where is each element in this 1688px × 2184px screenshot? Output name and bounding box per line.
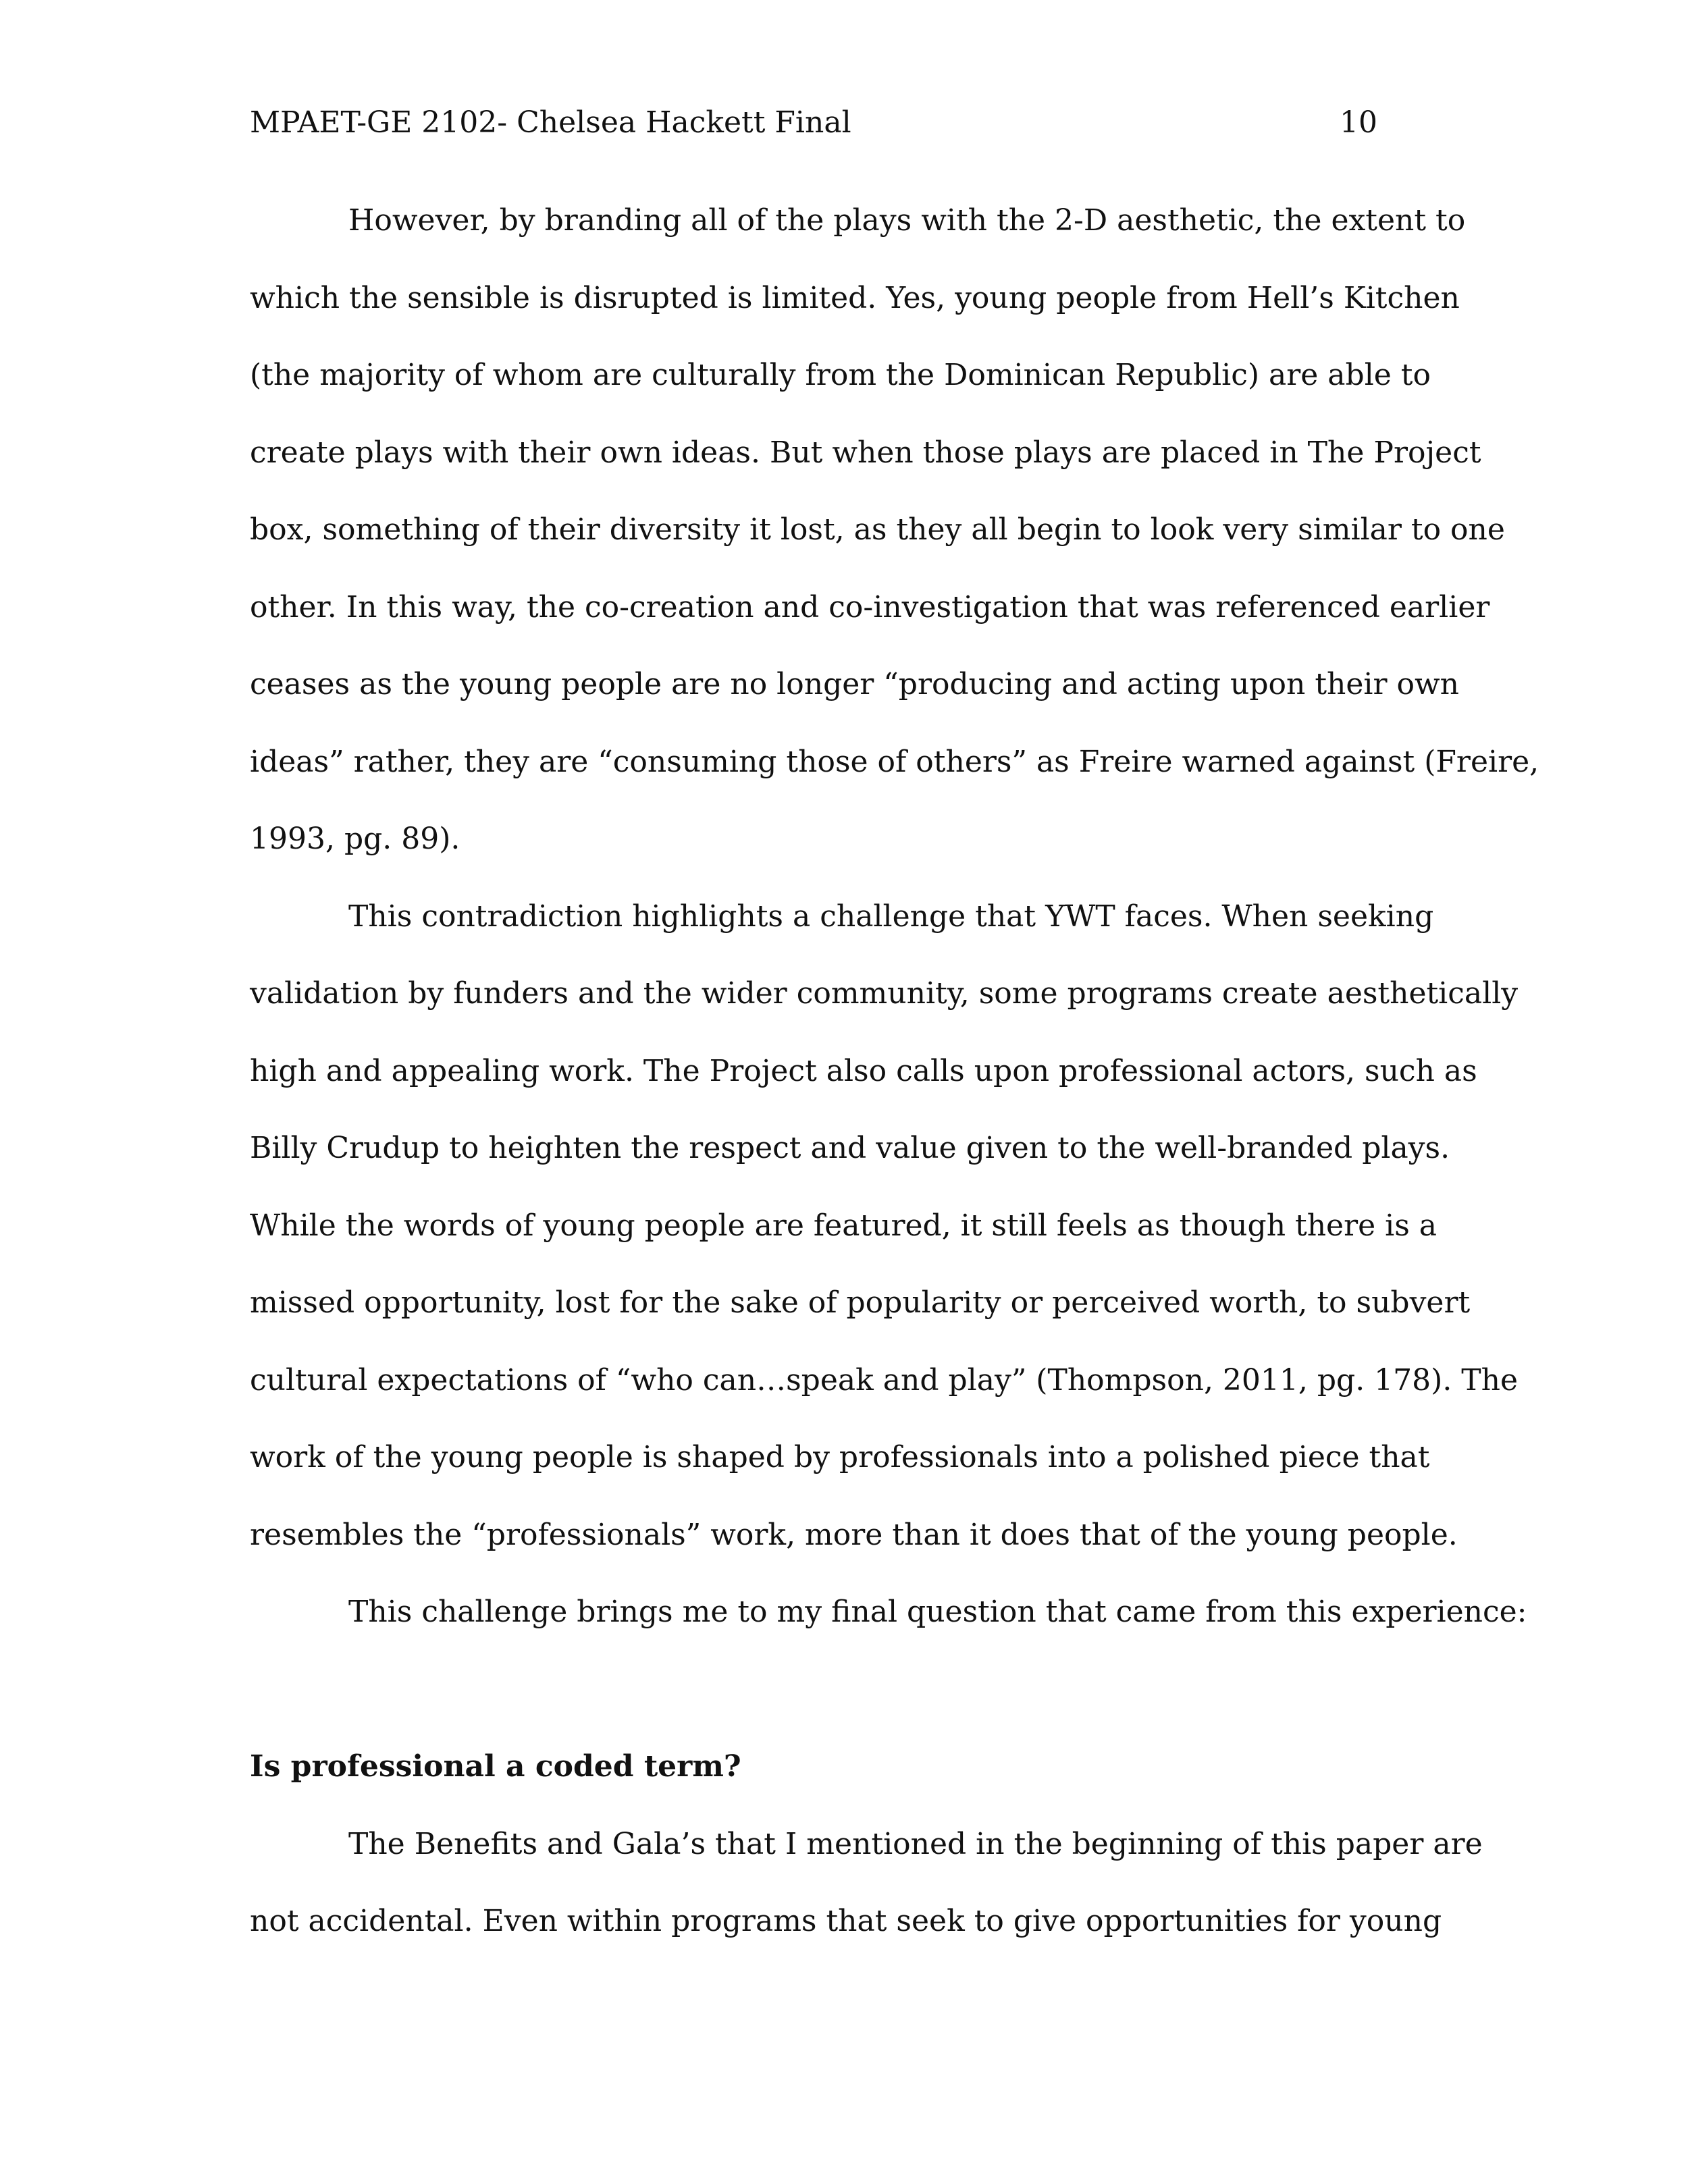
paragraph-line: While the words of young people are featured, it still feels as though there is a [250, 1208, 1438, 1243]
paragraph-line: box, something of their diversity it lost, as they all begin to look very similar to one [250, 512, 1505, 547]
paragraph-line: work of the young people is shaped by professionals into a polished piece that [250, 1440, 1430, 1474]
paragraph-line: (the majority of whom are culturally from the Dominican Republic) are able to [250, 358, 1431, 392]
paragraph-line: which the sensible is disrupted is limited. Yes, young people from Hell’s Kitchen [250, 280, 1460, 315]
paragraph-line: resembles the “professionals” work, more than it does that of the young people. [250, 1517, 1458, 1552]
body-text [250, 198, 1539, 1977]
paragraph-4 [250, 1822, 1483, 1977]
paragraph-line: other. In this way, the co-creation and co-investigation that was referenced earlier [250, 589, 1490, 624]
paragraph-line: missed opportunity, lost for the sake of popularity or perceived worth, to subvert [250, 1285, 1471, 1320]
paragraph-line: This contradiction highlights a challenge that YWT faces. When seeking [348, 899, 1434, 934]
paragraph-line: ceases as the young people are no longer “producing and acting upon their own [250, 667, 1460, 701]
paragraph-line: ideas” rather, they are “consuming those of others” as Freire warned against (Freire, [250, 744, 1539, 779]
paragraph-line: cultural expectations of “who can…speak and play” (Thompson, 2011, pg. 178). The [250, 1362, 1519, 1397]
paragraph-3 [250, 1590, 1527, 1668]
paragraph-line: However, by branding all of the plays with the 2-D aesthetic, the extent to [348, 203, 1466, 238]
paragraph-line: 1993, pg. 89). [250, 822, 460, 856]
paragraph-line: The Benefits and Gala’s that I mentioned in the beginning of this paper are [348, 1826, 1483, 1861]
page-number: 10 [1340, 105, 1377, 140]
blank-line [250, 1668, 1448, 1745]
paragraph-line: Billy Crudup to heighten the respect and value given to the well-branded plays. [250, 1131, 1450, 1165]
paragraph-line: create plays with their own ideas. But when those plays are placed in The Project [250, 435, 1481, 470]
paragraph-2 [250, 895, 1519, 1591]
paragraph-line: validation by funders and the wider community, some programs create aesthetically [250, 976, 1519, 1011]
section-heading: Is professional a coded term? [250, 1749, 741, 1784]
paragraph-line: This challenge brings me to my final question that came from this experience: [348, 1595, 1527, 1629]
paragraph-1 [250, 198, 1539, 895]
paragraph-line: not accidental. Even within programs that seek to give opportunities for young [250, 1904, 1442, 1938]
header-title: MPAET-GE 2102- Chelsea Hackett Final [250, 105, 851, 140]
running-header [250, 101, 1377, 144]
paragraph-line: high and appealing work. The Project also calls upon professional actors, such as [250, 1053, 1477, 1088]
